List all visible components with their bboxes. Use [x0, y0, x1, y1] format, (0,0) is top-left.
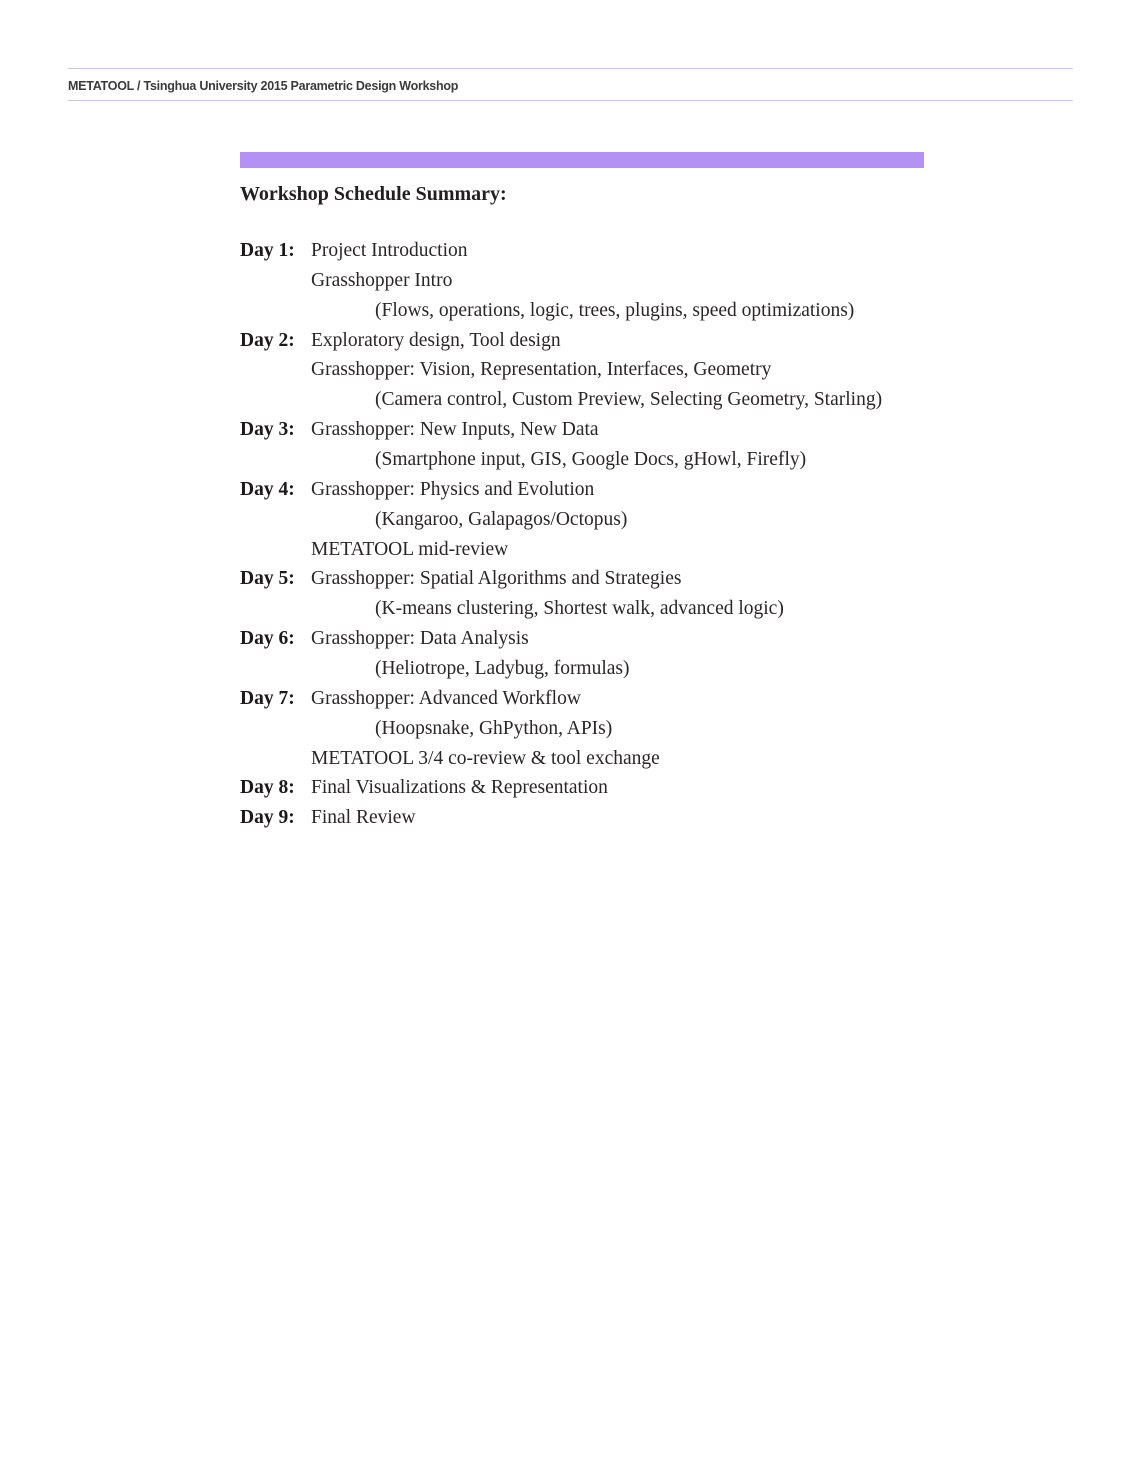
schedule-item-text: (Smartphone input, GIS, Google Docs, gHowl, Firefly) — [375, 449, 807, 471]
schedule-item-text: Grasshopper Intro — [311, 269, 453, 291]
accent-bar — [240, 152, 924, 168]
schedule-line — [240, 415, 882, 445]
schedule-line — [240, 684, 882, 714]
schedule-item-text: Grasshopper: Physics and Evolution — [311, 478, 595, 500]
schedule-line — [240, 714, 882, 744]
schedule-line — [240, 385, 882, 415]
schedule-item-text: (Hoopsnake, GhPython, APIs) — [375, 717, 613, 739]
schedule-item-text: Grasshopper: New Inputs, New Data — [311, 419, 599, 441]
schedule-line — [240, 475, 882, 505]
schedule-item-text: Grasshopper: Vision, Representation, Interfaces, Geometry — [311, 359, 772, 381]
schedule-item-text: Exploratory design, Tool design — [311, 329, 561, 351]
schedule-item-text: (Heliotrope, Ladybug, formulas) — [375, 658, 630, 680]
day-label: Day 9: — [240, 807, 295, 829]
schedule-item-text: METATOOL mid-review — [311, 538, 509, 560]
schedule-item-text: Final Visualizations & Representation — [311, 777, 608, 799]
schedule-line — [240, 505, 882, 535]
running-header: METATOOL / Tsinghua University 2015 Parametric Design Workshop — [68, 79, 459, 93]
day-label: Day 5: — [240, 568, 295, 590]
header-rule-top — [68, 68, 1073, 69]
schedule-item-text: (Flows, operations, logic, trees, plugins, speed optimizations) — [375, 299, 855, 321]
day-label: Day 8: — [240, 777, 295, 799]
schedule-line — [240, 236, 882, 266]
schedule-line — [240, 355, 882, 385]
schedule-item-text: (Kangaroo, Galapagos/Octopus) — [375, 508, 628, 530]
schedule-item-text: (Camera control, Custom Preview, Selecting Geometry, Starling) — [375, 389, 883, 411]
day-label: Day 3: — [240, 419, 295, 441]
day-label: Day 7: — [240, 687, 295, 709]
schedule-line — [240, 266, 882, 296]
schedule-item-text: (K-means clustering, Shortest walk, advanced logic) — [375, 598, 784, 620]
section-heading: Workshop Schedule Summary: — [240, 183, 507, 205]
schedule-item-text: METATOOL 3/4 co-review & tool exchange — [311, 747, 660, 769]
schedule-line — [240, 594, 882, 624]
schedule-item-text: Final Review — [311, 807, 416, 829]
day-label: Day 6: — [240, 628, 295, 650]
header-rule-bottom — [68, 100, 1073, 101]
schedule-item-text: Grasshopper: Advanced Workflow — [311, 687, 581, 709]
schedule-line — [240, 535, 882, 565]
schedule-line — [240, 803, 882, 833]
schedule-line — [240, 445, 882, 475]
schedule-item-text: Grasshopper: Spatial Algorithms and Strategies — [311, 568, 682, 590]
schedule-line — [240, 744, 882, 774]
schedule-line — [240, 773, 882, 803]
schedule-line — [240, 296, 882, 326]
day-label: Day 4: — [240, 478, 295, 500]
schedule-list — [240, 236, 882, 833]
schedule-line — [240, 624, 882, 654]
schedule-line — [240, 326, 882, 356]
schedule-item-text: Project Introduction — [311, 240, 468, 261]
day-label: Day 2: — [240, 329, 295, 351]
schedule-item-text: Grasshopper: Data Analysis — [311, 628, 529, 650]
schedule-line — [240, 654, 882, 684]
day-label: Day 1: — [240, 240, 295, 261]
schedule-line — [240, 564, 882, 594]
